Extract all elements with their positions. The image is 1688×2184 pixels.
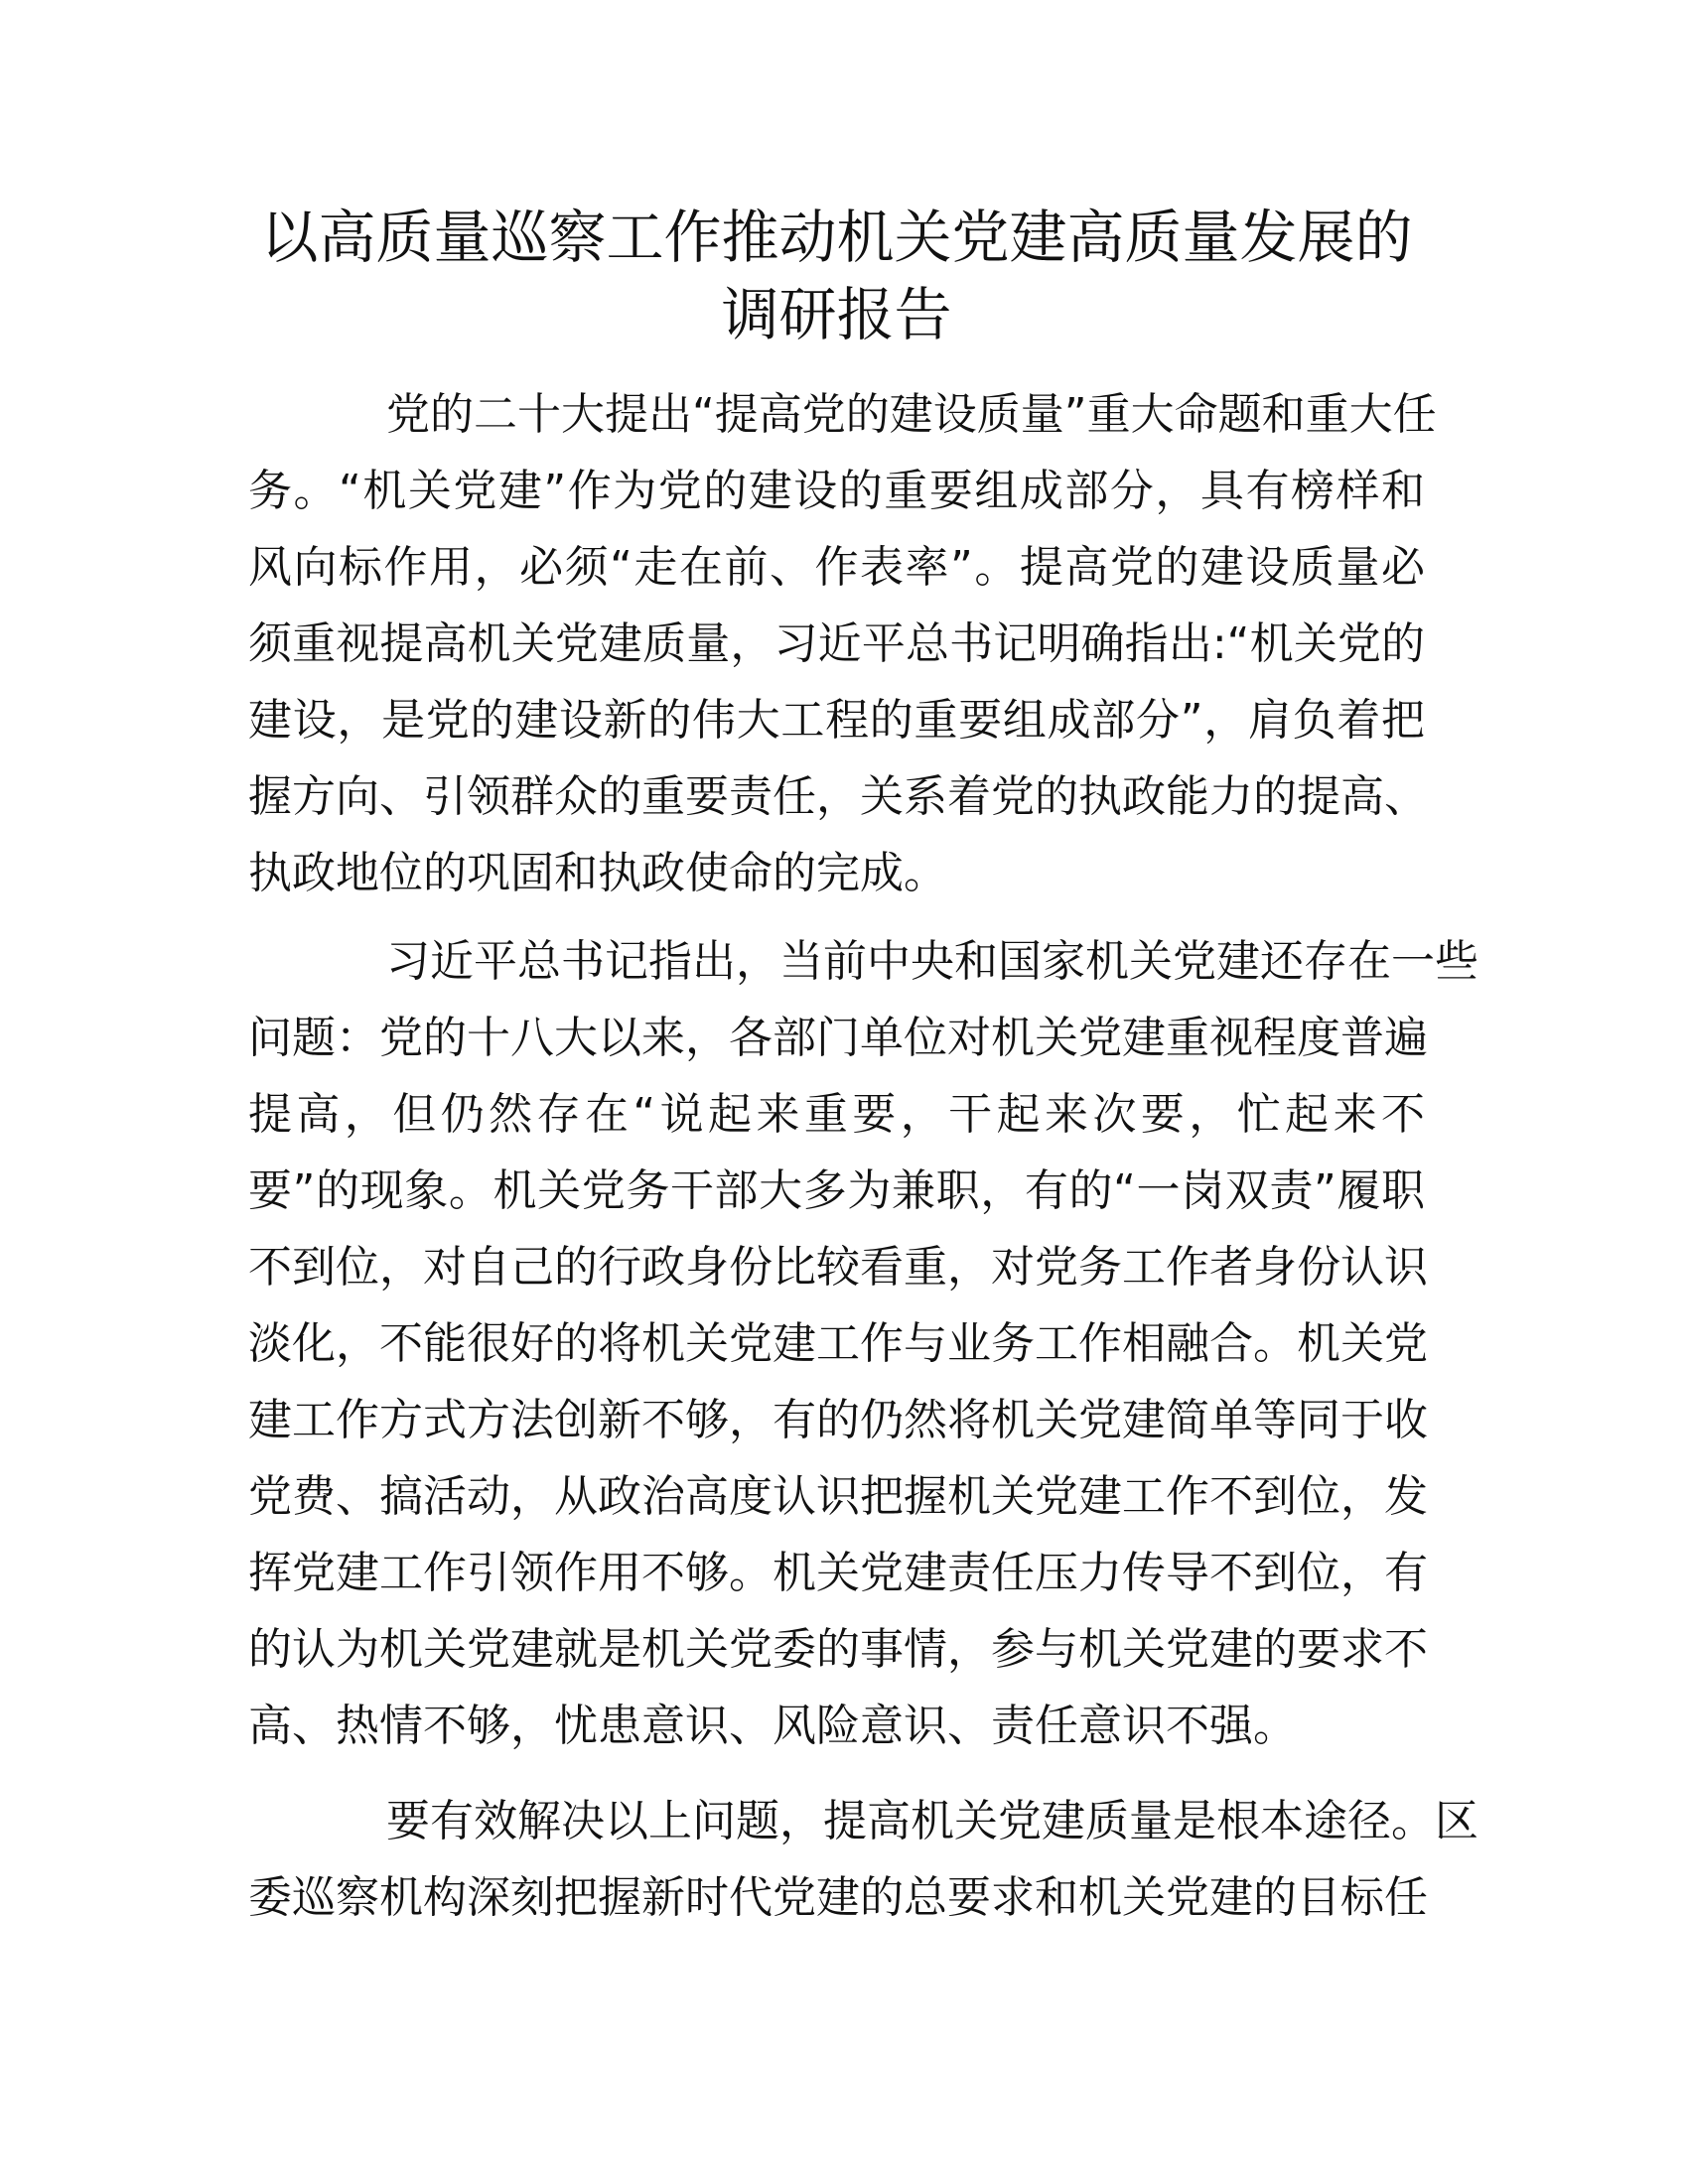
text-line: 握方向、引领群众的重要责任，关系着党的执政能力的提高、 [248, 771, 1428, 822]
paragraph-3 [248, 1783, 1478, 1936]
text-line: 不到位，对自己的行政身份比较看重，对党务工作者身份认识 [248, 1242, 1428, 1293]
text-line: 委巡察机构深刻把握新时代党建的总要求和机关党建的目标任 [248, 1872, 1428, 1923]
text-line: 要”的现象。机关党务干部大多为兼职，有的“一岗双责”履职 [248, 1165, 1425, 1216]
text-line: 务。“机关党建”作为党的建设的重要组成部分，具有榜样和 [248, 466, 1425, 516]
text-line: 的认为机关党建就是机关党委的事情，参与机关党建的要求不 [248, 1624, 1428, 1675]
text-line: 党费、搞活动，从政治高度认识把握机关党建工作不到位，发 [248, 1471, 1428, 1522]
text-line: 淡化，不能很好的将机关党建工作与业务工作相融合。机关党 [248, 1318, 1428, 1369]
text-line: 执政地位的巩固和执政使命的完成。 [248, 848, 947, 898]
text-line: 高、热情不够，忧患意识、风险意识、责任意识不强。 [248, 1701, 1297, 1751]
text-line: 建工作方式方法创新不够，有的仍然将机关党建简单等同于收 [248, 1395, 1428, 1445]
text-line: 提高，但仍然存在“说起来重要，干起来次要，忙起来不 [248, 1089, 1425, 1140]
text-line: 风向标作用，必须“走在前、作表率”。提高党的建设质量必 [248, 542, 1425, 593]
document-title-line-1: 以高质量巡察工作推动机关党建高质量发展的 [260, 204, 1413, 271]
paragraph-2 [248, 923, 1478, 1764]
paragraph-1 [248, 376, 1437, 911]
document-title-line-2: 调研报告 [721, 281, 952, 348]
text-line: 问题：党的十八大以来，各部门单位对机关党建重视程度普遍 [248, 1013, 1428, 1063]
text-line: 党的二十大提出“提高党的建设质量”重大命题和重大任 [386, 389, 1437, 440]
text-line: 建设，是党的建设新的伟大工程的重要组成部分”，肩负着把 [248, 695, 1425, 746]
text-line: 要有效解决以上问题，提高机关党建质量是根本途径。区 [386, 1796, 1478, 1846]
text-line: 挥党建工作引领作用不够。机关党建责任压力传导不到位，有 [248, 1548, 1428, 1598]
text-line: 习近平总书记指出，当前中央和国家机关党建还存在一些 [386, 936, 1478, 987]
text-line: 须重视提高机关党建质量，习近平总书记明确指出:“机关党的 [248, 618, 1425, 669]
